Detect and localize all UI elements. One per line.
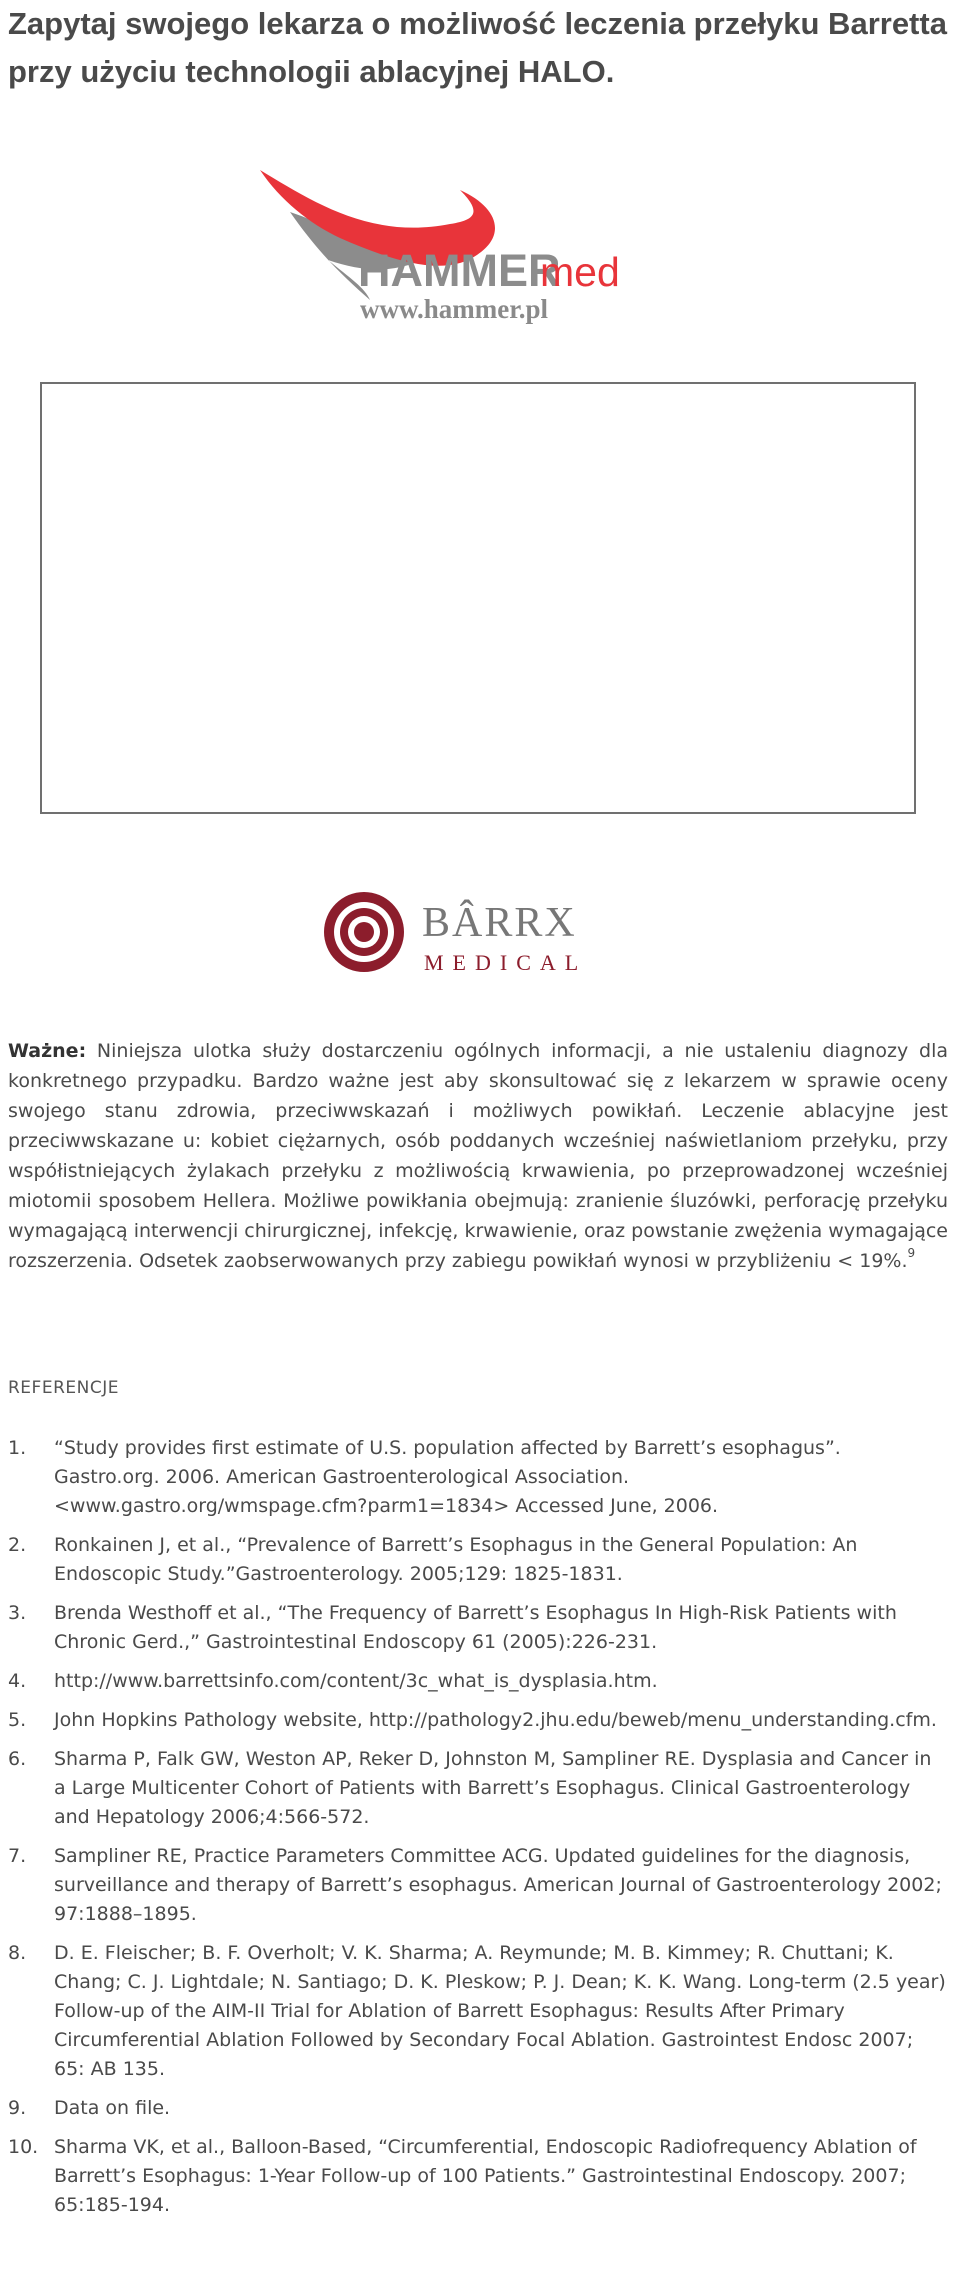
image-placeholder-box	[40, 382, 916, 814]
barrx-circle-icon	[324, 892, 404, 972]
reference-text: Sampliner RE, Practice Parameters Committee ACG. Updated guidelines for the diagnosis, surveillance and therapy of Barrett’s esophagus. American Journal of Gastroenterology 2002; 97:1888–1895.	[54, 1845, 942, 1925]
reference-item	[8, 1745, 948, 1832]
important-notice	[8, 1036, 948, 1276]
reference-item	[8, 1667, 948, 1696]
notice-paragraph	[8, 1036, 948, 1276]
reference-text: Ronkainen J, et al., “Prevalence of Barrett’s Esophagus in the General Population: An Endoscopic Study.”Gastroenterology. 2005;129: 1825-1831.	[54, 1534, 858, 1585]
references-title: REFERENCJE	[8, 1378, 119, 1398]
reference-number: 3.	[8, 1602, 27, 1624]
reference-number: 7.	[8, 1845, 27, 1867]
reference-number: 1.	[8, 1437, 27, 1459]
notice-footnote: 9	[907, 1246, 916, 1260]
references-list	[8, 1434, 948, 2230]
reference-number: 9.	[8, 2097, 27, 2119]
reference-item	[8, 1434, 948, 1521]
hammer-brand-main: HAMMER	[358, 245, 561, 296]
notice-text: Niniejsza ulotka służy dostarczeniu ogólnych informacji, a nie ustaleniu diagnozy dla konkretnego przypadku. Bardzo ważne jest aby skonsultować się z lekarzem w sprawie oceny swojego stanu zdrowia, przeciwwskazań i możliwych powikłań. Leczenie ablacyjne jest przeciwwskazane u: kobiet ciężarnych, osób poddanych wcześniej naświetlaniom przełyku, przy współistniejących żylakach przełyku z możliwością krwawienia, po przeprowadzonej wcześniej miotomii sposobem Hellera. Możliwe powikłania obejmują: zranienie śluzówki, perforację przełyku wymagającą interwencji chirurgicznej, infekcję, krwawienie, oraz powstanie zwężenia wymagające rozszerzenia. Odsetek zaobserwowanych przy zabiegu powikłań wynosi w przybliżeniu < 19%.	[8, 1040, 948, 1272]
reference-number: 6.	[8, 1748, 27, 1770]
reference-text: Data on file.	[54, 2097, 171, 2119]
reference-number: 4.	[8, 1670, 27, 1692]
hammer-url: www.hammer.pl	[360, 294, 549, 324]
barrx-logo	[320, 884, 620, 980]
reference-text: http://www.barrettsinfo.com/content/3c_what_is_dysplasia.htm.	[54, 1670, 658, 1692]
reference-item	[8, 1842, 948, 1929]
reference-number: 8.	[8, 1942, 27, 1964]
reference-item	[8, 1939, 948, 2084]
reference-item	[8, 1599, 948, 1657]
reference-item	[8, 2133, 948, 2220]
reference-number: 10.	[8, 2136, 39, 2158]
barrx-brand-main: BÂRRX	[422, 900, 577, 946]
notice-label: Ważne:	[8, 1040, 87, 1062]
hammer-brand-suffix: med	[540, 249, 620, 295]
reference-text: John Hopkins Pathology website, http://pathology2.jhu.edu/beweb/menu_understanding.cfm.	[54, 1709, 937, 1731]
reference-text: D. E. Fleischer; B. F. Overholt; V. K. Sharma; A. Reymunde; M. B. Kimmey; R. Chuttani; K. Chang; C. J. Lightdale; N. Santiago; D. K. Pleskow; P. J. Dean; K. K. Wang. Long-term (2.5 year) Follow-up of the AIM-II Trial for Ablation of Barrett Esophagus: Results After Primary Circumferential Ablation Followed by Secondary Focal Ablation. Gastrointest Endosc 2007; 65: AB 135.	[54, 1942, 946, 2080]
reference-item	[8, 2094, 948, 2123]
reference-number: 5.	[8, 1709, 27, 1731]
reference-number: 2.	[8, 1534, 27, 1556]
reference-text: Sharma P, Falk GW, Weston AP, Reker D, Johnston M, Sampliner RE. Dysplasia and Cancer in a Large Multicenter Cohort of Patients with Barrett’s Esophagus. Clinical Gastroenterology and Hepatology 2006;4:566-572.	[54, 1748, 932, 1828]
barrx-brand-sub: MEDICAL	[424, 950, 588, 975]
reference-item	[8, 1706, 948, 1735]
reference-item	[8, 1531, 948, 1589]
reference-text: Brenda Westhoff et al., “The Frequency of Barrett’s Esophagus In High-Risk Patients with Chronic Gerd.,” Gastrointestinal Endoscopy 61 (2005):226-231.	[54, 1602, 897, 1653]
reference-text: “Study provides first estimate of U.S. population affected by Barrett’s esophagus”. Gastro.org. 2006. American Gastroenterological Association. <www.gastro.org/wmspage.cfm?parm1=1834> Accessed June, 2006.	[54, 1437, 841, 1517]
page-heading: Zapytaj swojego lekarza o możliwość leczenia przełyku Barretta przy użyciu technologii ablacyjnej HALO.	[8, 6, 947, 89]
reference-text: Sharma VK, et al., Balloon-Based, “Circumferential, Endoscopic Radiofrequency Ablation of Barrett’s Esophagus: 1-Year Follow-up of 100 Patients.” Gastrointestinal Endoscopy. 2007; 65:185-194.	[54, 2136, 917, 2216]
